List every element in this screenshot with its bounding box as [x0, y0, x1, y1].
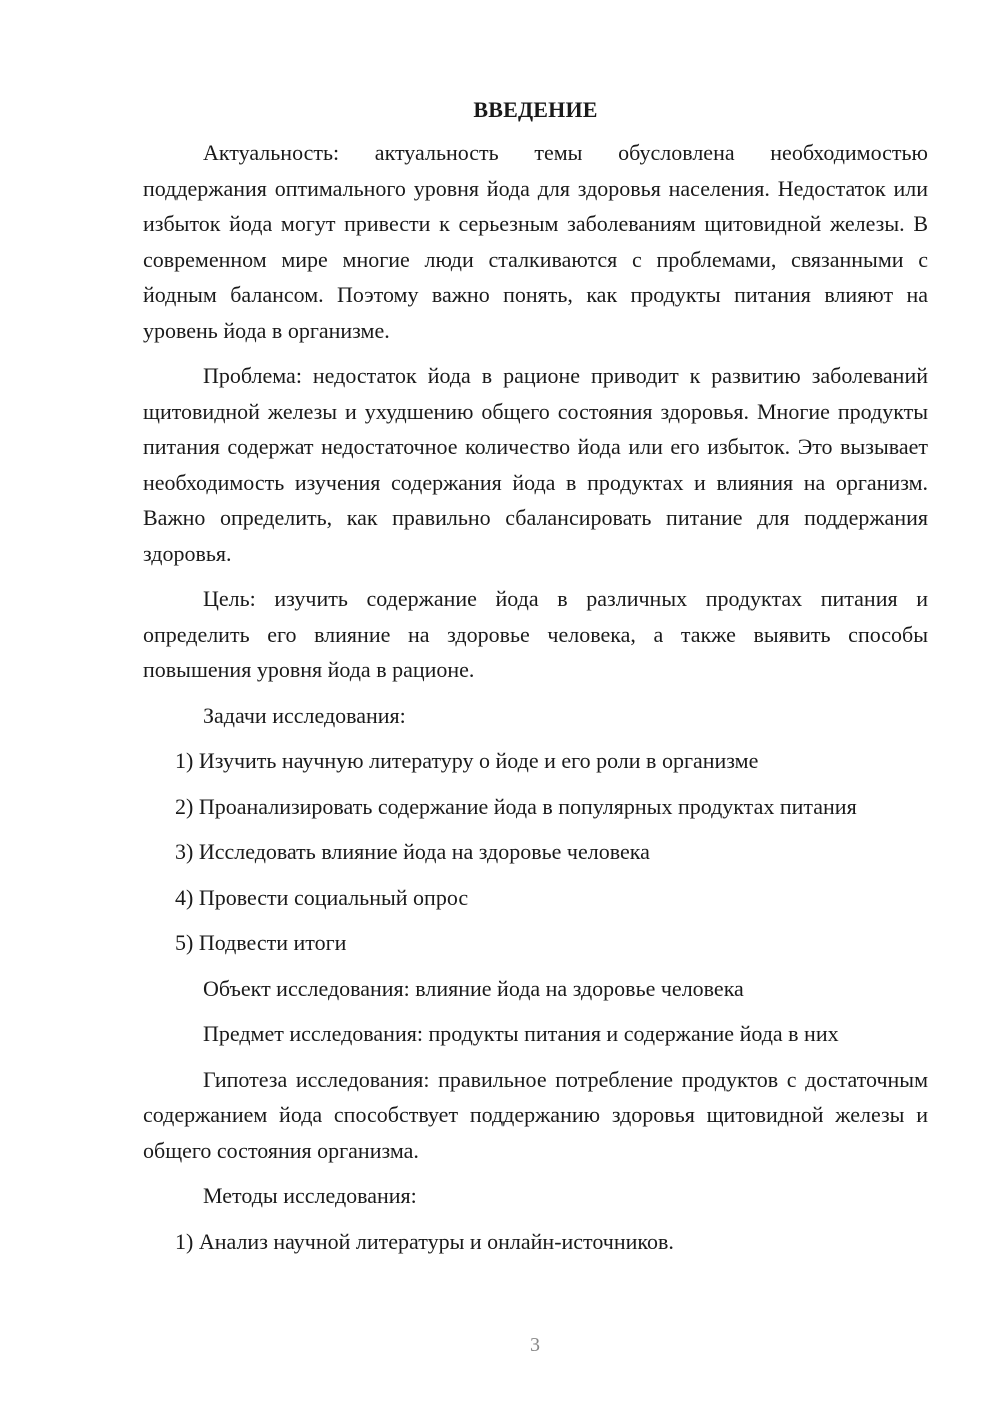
document-page — [143, 95, 928, 1269]
goal-paragraph: Цель: изучить содержание йода в различных продуктах питания и определить его влияние на здоровье человека, а также выявить способы повышения уровня йода в рационе. — [143, 586, 928, 682]
page-number: 3 — [530, 1334, 540, 1356]
problem-paragraph: Проблема: недостаток йода в рационе приводит к развитию заболеваний щитовидной железы и ухудшению общего состояния здоровья. Многие продукты питания содержат недостаточное количество йода или его избыток. Это вызывает необходимость изучения содержания йода в продуктах и влияния на организм. Важно определить, как правильно сбалансировать питание для поддержания здоровья. — [143, 363, 928, 566]
subject-paragraph: Предмет исследования: продукты питания и содержание йода в них — [203, 1021, 839, 1046]
task-item-2: 2) Проанализировать содержание йода в популярных продуктах питания — [175, 793, 857, 819]
tasks-heading: Задачи исследования: — [203, 702, 406, 728]
task-item-1: 1) Изучить научную литературу о йоде и его роли в организме — [175, 748, 759, 773]
hypothesis-paragraph: Гипотеза исследования: правильное потребление продуктов с достаточным содержанием йода способствует поддержанию здоровья щитовидной железы и общего состояния организма. — [143, 1066, 928, 1163]
section-heading: ВВЕДЕНИЕ — [473, 97, 598, 122]
task-item-3: 3) Исследовать влияние йода на здоровье человека — [175, 839, 650, 864]
relevance-paragraph: Актуальность: актуальность темы обусловлена необходимостью поддержания оптимального уровня йода для здоровья населения. Недостаток или избыток йода могут привести к серьезным заболеваниям щитовидной железы. В современном мире многие люди сталкиваются с проблемами, связанными с йодным балансом. Поэтому важно понять, как продукты питания влияют на уровень йода в организме. — [143, 140, 928, 343]
method-item-1: 1) Анализ научной литературы и онлайн-источников. — [175, 1228, 674, 1254]
task-item-4: 4) Провести социальный опрос — [175, 884, 469, 910]
methods-heading: Методы исследования: — [203, 1183, 417, 1208]
object-paragraph: Объект исследования: влияние йода на здоровье человека — [203, 975, 744, 1001]
task-item-5: 5) Подвести итоги — [175, 930, 347, 955]
